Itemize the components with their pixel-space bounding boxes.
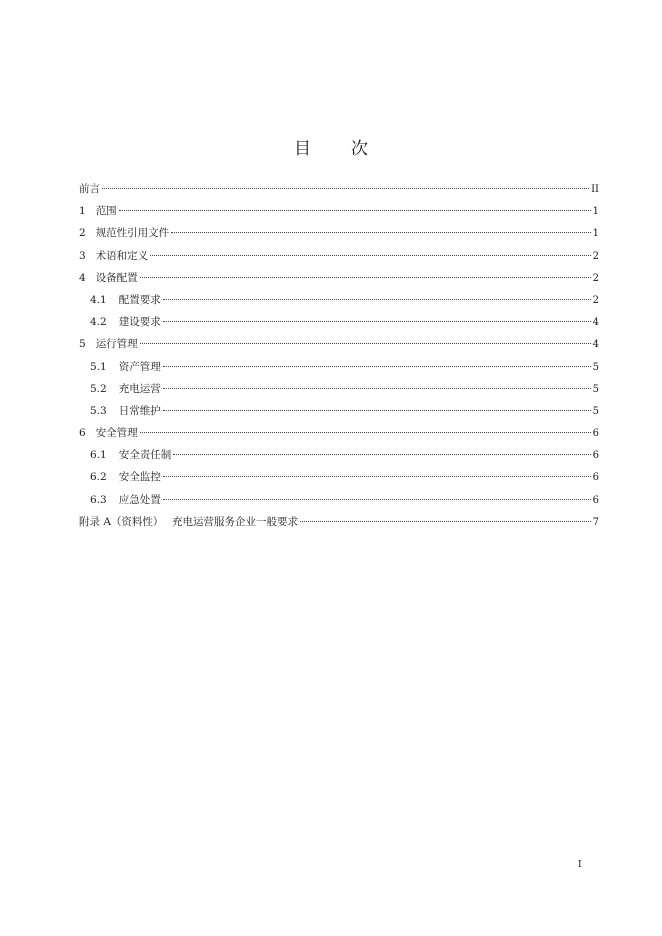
toc-entry-page: 2 [592,272,599,284]
toc-dot-leader [140,432,591,433]
toc-dot-leader [163,321,591,322]
toc-dot-leader [163,499,591,500]
toc-entry[interactable] [79,425,599,447]
toc-entry-page: 5 [592,361,599,373]
toc-dot-leader [119,210,591,211]
toc-entry-title: 安全责任制 [118,449,172,462]
toc-entry-number: 1 [79,205,86,218]
toc-entry-page: 6 [592,428,599,440]
toc-entry-number: 6.1 [90,449,107,462]
toc-entry-number: 5.1 [90,360,107,373]
toc-dot-leader [163,366,591,367]
toc-entry-page: 2 [592,250,599,262]
toc-entry-title: 规范性引用文件 [95,227,170,240]
toc-dot-leader [140,277,591,278]
toc-entry-title: 术语和定义 [95,249,149,262]
toc-entry-number: 6 [79,427,86,440]
toc-entry[interactable] [79,225,599,247]
toc-entry[interactable] [79,514,599,536]
toc-entry-page: 1 [592,228,599,240]
toc-entry-title: 运行管理 [95,338,138,351]
table-of-contents [79,181,599,536]
toc-entry-page: 4 [592,339,599,351]
toc-entry-title: 范围 [95,205,117,218]
toc-entry-page: 6 [592,494,599,506]
toc-entry-number: 4 [79,271,86,284]
toc-entry-number: 5 [79,338,86,351]
toc-dot-leader [163,299,591,300]
toc-entry-title: 前言 [79,183,100,195]
toc-dot-leader [163,410,591,411]
toc-entry-title: 安全管理 [95,427,138,440]
toc-dot-leader [173,454,590,455]
toc-entry-page: 4 [592,317,599,329]
toc-entry-page: 5 [592,405,599,417]
toc-entry-number: 6.2 [90,471,107,484]
toc-entry[interactable] [79,469,599,491]
toc-entry-page: 5 [592,383,599,395]
toc-dot-leader [171,232,590,233]
toc-entry-title: 建设要求 [118,316,161,329]
toc-entry-title: 应急处置 [118,493,161,506]
toc-entry-title: 充电运营 [118,382,161,395]
toc-entry[interactable] [79,314,599,336]
toc-entry[interactable] [79,203,599,225]
toc-entry-title: 附录 A（资料性） 充电运营服务企业一般要求 [79,515,299,528]
toc-dot-leader [163,388,591,389]
toc-entry[interactable] [79,381,599,403]
page-number: I [578,860,582,870]
page-title [0,134,662,159]
toc-entry-title: 安全监控 [118,471,161,484]
toc-entry-page: 7 [592,516,599,528]
toc-entry[interactable] [79,292,599,314]
toc-entry-number: 6.3 [90,493,107,506]
toc-entry-page: 2 [592,294,599,306]
toc-entry-number: 2 [79,227,86,240]
toc-dot-leader [102,188,589,189]
toc-entry-number: 4.1 [90,293,107,306]
toc-entry-title: 日常维护 [118,404,161,417]
toc-entry[interactable] [79,403,599,425]
toc-entry[interactable] [79,359,599,381]
toc-entry-number: 5.2 [90,382,107,395]
toc-entry-number: 5.3 [90,404,107,417]
toc-entry-number: 3 [79,249,86,262]
toc-entry[interactable] [79,181,599,203]
toc-entry[interactable] [79,248,599,270]
page-title-part2: 次 [351,139,368,159]
toc-entry[interactable] [79,447,599,469]
toc-dot-leader [150,255,590,256]
toc-entry[interactable] [79,336,599,358]
toc-entry-page: II [591,184,599,195]
toc-entry-page: 1 [592,206,599,218]
page-title-part1: 目 [294,139,311,159]
toc-entry-title: 配置要求 [118,293,161,306]
toc-entry-page: 6 [592,472,599,484]
toc-dot-leader [300,521,591,522]
toc-dot-leader [140,343,591,344]
toc-entry[interactable] [79,492,599,514]
toc-entry-page: 6 [592,450,599,462]
toc-entry-title: 设备配置 [95,271,138,284]
toc-entry[interactable] [79,270,599,292]
toc-dot-leader [163,476,591,477]
toc-entry-title: 资产管理 [118,360,161,373]
toc-entry-number: 4.2 [90,316,107,329]
